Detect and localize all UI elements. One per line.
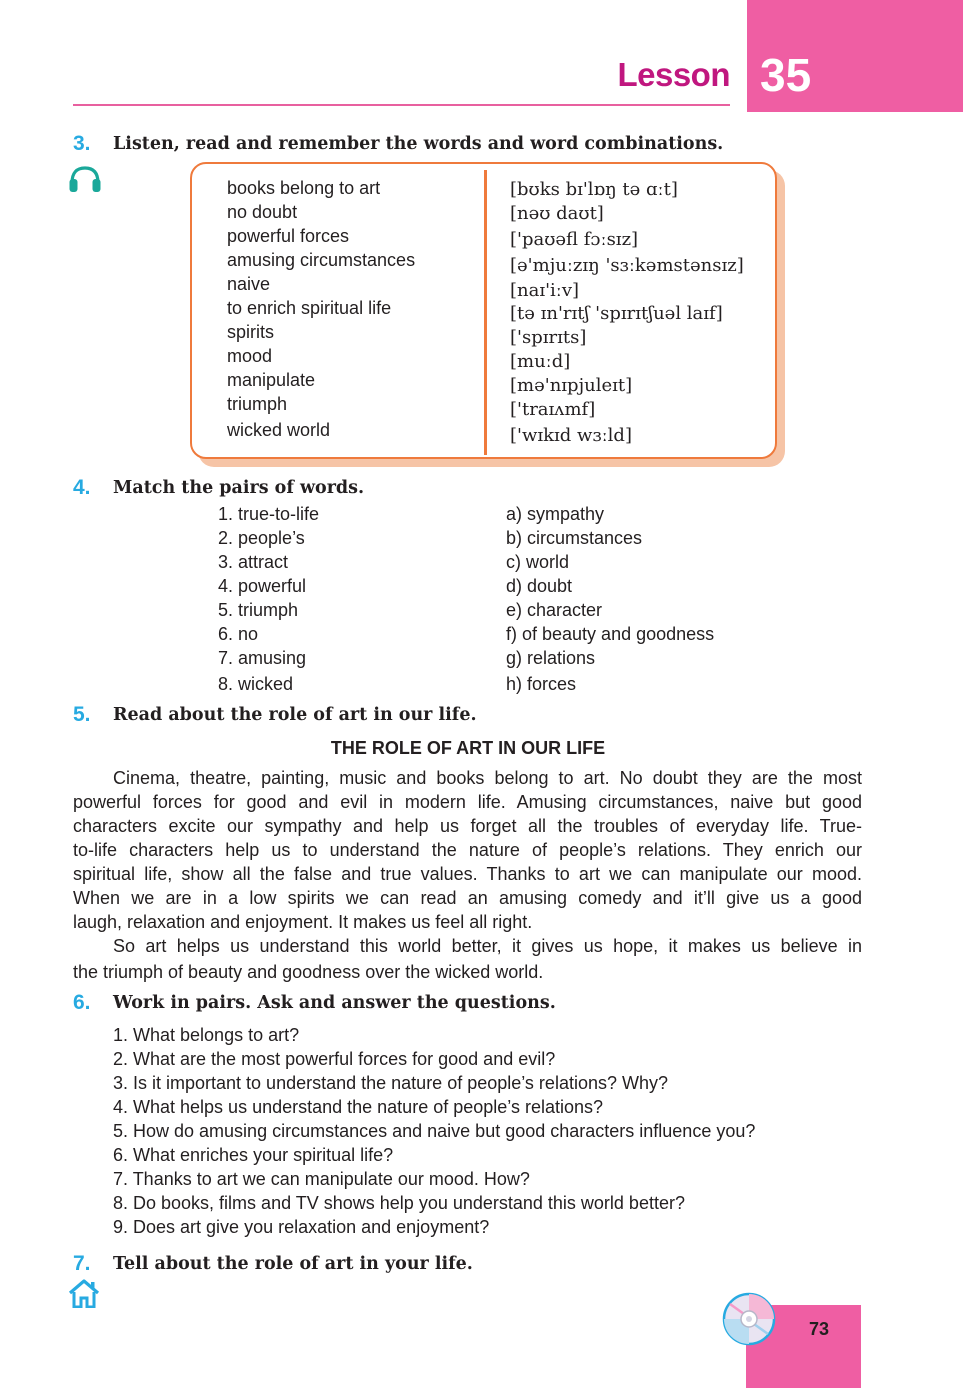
reading-text-line: Cinema, theatre, painting, music and books belong to art. No doubt they are the most: [113, 768, 862, 788]
question-item: 4. What helps us understand the nature of people’s relations?: [113, 1097, 603, 1117]
vocab-word: naive: [227, 274, 271, 294]
vocab-word: powerful forces: [227, 226, 350, 246]
reading-text-line: to-life characters help us to understand the nature of people’s relations. They enrich our: [73, 840, 862, 860]
vocab-transcription: [ə'mjuːzɪŋ 'sɜːkəmstənsɪz]: [510, 255, 744, 276]
match-left-item: 4. powerful: [218, 576, 307, 596]
reading-text-title: THE ROLE OF ART IN OUR LIFE: [330, 738, 606, 758]
match-left-item: 2. people’s: [218, 528, 305, 548]
match-right-item: b) circumstances: [506, 528, 643, 548]
exercise-5-number: 5.: [73, 703, 91, 726]
vocab-word: mood: [227, 346, 273, 366]
vocab-transcription: ['spɪrɪts]: [510, 327, 587, 348]
vocab-transcription: [bʊks bɪ'lɒŋ tə ɑːt]: [510, 179, 678, 200]
exercise-3-number: 3.: [73, 132, 91, 155]
vocab-word: books belong to art: [227, 178, 381, 198]
match-right-item: c) world: [506, 552, 570, 572]
vocab-transcription: [mə'nɪpjuleɪt]: [510, 375, 633, 396]
vocab-transcription: [naɪ'iːv]: [510, 280, 580, 301]
match-left-item: 7. amusing: [218, 648, 307, 668]
home-icon: [68, 1278, 100, 1308]
header-rule: [73, 104, 730, 106]
vocab-word: to enrich spiritual life: [227, 298, 392, 318]
match-left-item: 1. true-to-life: [218, 504, 320, 524]
match-left-item: 5. triumph: [218, 600, 299, 620]
page-number: 73: [808, 1319, 830, 1339]
vocab-transcription: [tə ɪn'rɪtʃ 'spɪrɪtʃuəl laɪf]: [510, 303, 723, 324]
match-left-item: 6. no: [218, 624, 259, 644]
match-right-item: a) sympathy: [506, 504, 605, 524]
match-right-item: e) character: [506, 600, 603, 620]
vocab-word: spirits: [227, 322, 275, 342]
exercise-6-number: 6.: [73, 991, 91, 1014]
vocab-word: manipulate: [227, 370, 316, 390]
match-right-item: f) of beauty and goodness: [506, 624, 715, 644]
question-item: 6. What enriches your spiritual life?: [113, 1145, 394, 1165]
match-right-item: d) doubt: [506, 576, 573, 596]
vocabulary-divider: [484, 170, 487, 455]
vocab-word: wicked world: [227, 420, 331, 440]
exercise-4-title: Match the pairs of words.: [113, 478, 365, 498]
vocab-word: no doubt: [227, 202, 298, 222]
question-item: 8. Do books, films and TV shows help you understand this world better?: [113, 1193, 685, 1213]
exercise-7-title: Tell about the role of art in your life.: [113, 1254, 473, 1274]
reading-text-line: When we are in a low spirits we can read an amusing comedy and it’ll give us a good: [73, 888, 862, 908]
vocab-transcription: [muːd]: [510, 351, 571, 372]
vocab-transcription: ['wɪkɪd wɜːld]: [510, 425, 632, 446]
headphones-icon: [68, 164, 102, 194]
reading-text-line: powerful forces for good and evil in modern life. Amusing circumstances, naive but good: [73, 792, 862, 812]
vocab-word: amusing circumstances: [227, 250, 416, 270]
exercise-4-number: 4.: [73, 476, 91, 499]
lesson-number: 35: [760, 49, 812, 101]
reading-text-line: So art helps us understand this world better, it gives us hope, it makes us believe in: [113, 936, 862, 956]
reading-text-line: characters excite our sympathy and help us forget all the troubles of everyday life. True-: [73, 816, 862, 836]
exercise-6-title: Work in pairs. Ask and answer the questions.: [113, 993, 556, 1013]
exercise-3-title: Listen, read and remember the words and word combinations.: [113, 134, 724, 154]
vocab-transcription: ['paʊəfl fɔːsɪz]: [510, 229, 639, 250]
question-item: 2. What are the most powerful forces for good and evil?: [113, 1049, 556, 1069]
match-left-item: 3. attract: [218, 552, 289, 572]
question-item: 1. What belongs to art?: [113, 1025, 300, 1045]
question-item: 7. Thanks to art we can manipulate our mood. How?: [113, 1169, 530, 1189]
question-item: 5. How do amusing circumstances and naive but good characters influence you?: [113, 1121, 756, 1141]
question-item: 3. Is it important to understand the nature of people’s relations? Why?: [113, 1073, 668, 1093]
exercise-7-number: 7.: [73, 1252, 91, 1275]
match-right-item: h) forces: [506, 674, 577, 694]
vocab-transcription: [nəʊ daʊt]: [510, 203, 604, 224]
match-right-item: g) relations: [506, 648, 596, 668]
match-left-item: 8. wicked: [218, 674, 294, 694]
reading-text-line: laugh, relaxation and enjoyment. It makes us feel all right.: [73, 912, 533, 932]
question-item: 9. Does art give you relaxation and enjoyment?: [113, 1217, 490, 1237]
vocab-transcription: ['traɪʌmf]: [510, 399, 596, 420]
exercise-5-title: Read about the role of art in our life.: [113, 705, 477, 725]
lesson-label: Lesson: [617, 56, 730, 93]
reading-text-line: the triumph of beauty and goodness over the wicked world.: [73, 962, 544, 982]
vocab-word: triumph: [227, 394, 288, 414]
reading-text-line: spiritual life, show all the false and true values. Thanks to art we can manipulate our mood.: [73, 864, 862, 884]
